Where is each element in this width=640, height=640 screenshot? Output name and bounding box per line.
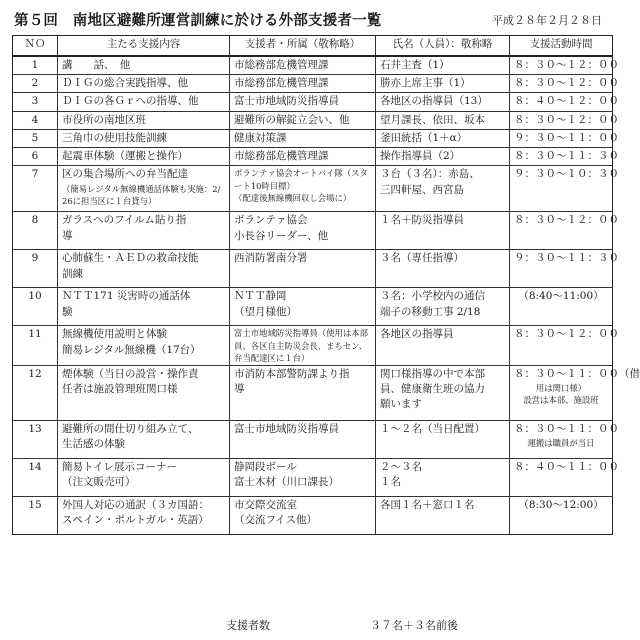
time-line: ８：３０～１２：００ [514,328,619,341]
cell-no: 1 [13,56,58,75]
table-row [13,166,613,212]
supporter-line: 市総務部危機管理課 [234,77,329,90]
name-line: 各地区の指導員 [380,328,454,341]
cell-content [58,111,230,129]
content-line: 外国人対応の通訳（３カ国語： [62,498,209,511]
cell-no: 6 [13,148,58,166]
content-line: 市役所の南地区班 [62,113,146,126]
time-line: 設営は本部、施設班 [523,395,599,406]
name-line: 釜田統括（1＋α） [380,131,468,144]
time-line: ９：３０～１１：３０ [514,252,619,265]
document-date: 平成２８年２月２８日 [492,14,602,27]
supporter-line: 市総務部危機管理課 [234,150,329,163]
table-row [13,326,613,366]
content-line: 三角巾の使用技能訓練 [62,131,167,144]
content-line: 訓練 [62,267,83,280]
name-line: ３名：小学校内の通信 [380,290,485,303]
cell-content [58,250,230,288]
header-supporter: 支援者・所属（敬称略） [230,36,376,57]
cell-time [510,148,619,166]
cell-content [58,129,230,147]
cell-time [510,212,619,250]
content-line: 簡易レジタル無線機（17台） [62,343,201,356]
table-row [13,212,613,250]
name-line: 端子の移動工事 2/18 [380,305,481,318]
total-value: ３７名＋３名前後 [370,619,458,632]
header-time: 支援活動時間 [510,36,613,57]
content-line: （簡易レジタル無線機通話体験も実施：2/26に担当区に１台貸与） [62,183,221,206]
cell-content [58,365,230,420]
header-name: 氏名（人員）：敬称略 [376,36,510,57]
cell-no: 15 [13,496,58,534]
supporter-line: 市消防本部警防課より指 [234,367,350,380]
name-line: 操作指導員（2） [380,150,461,163]
name-line: 員、健康衛生班の協力 [380,383,485,396]
cell-content [58,288,230,326]
time-line: 用は関口様） [535,383,587,394]
cell-supporter [230,75,376,93]
cell-name [376,288,510,326]
cell-no: 2 [13,75,58,93]
cell-supporter [230,365,376,420]
table-body [13,56,640,534]
cell-time [510,129,619,147]
content-line: 起震車体験（運搬と操作） [62,150,188,163]
content-line: 簡易トイレ展示コーナー [62,460,177,473]
content-line: 避難所の間仕切り組み立て、 [62,422,199,435]
header-no: ＮＯ [13,36,58,57]
time-line: ８：３０～１２：００ [514,214,619,227]
cell-time [510,420,619,458]
cell-supporter [230,148,376,166]
cell-no: 13 [13,420,58,458]
table-row [13,93,613,111]
time-line: 運搬は職員が当日 [527,438,595,449]
cell-name [376,93,510,111]
cell-name [376,420,510,458]
cell-time [510,365,640,420]
cell-content [58,458,230,496]
table-row [13,75,613,93]
time-line: ８：３０～１１：００（借 [514,367,640,380]
cell-supporter [230,458,376,496]
cell-no: 14 [13,458,58,496]
cell-name [376,326,510,366]
name-line: 石井主査（1） [380,59,450,71]
name-line: 各地区の指導員（13） [380,95,488,108]
content-line: ＮＴＴ171 災害時の通話体 [62,290,191,303]
content-line: 験 [62,305,73,318]
cell-no: 11 [13,326,58,366]
cell-supporter [230,288,376,326]
time-line: （8:40～11:00） [518,290,604,303]
name-line: １名＋防災指導員 [380,214,464,227]
name-line: ２～３名 [380,460,422,473]
cell-time [510,496,613,534]
content-line: 生活感の体験 [62,438,125,451]
cell-name [376,111,510,129]
cell-no: 3 [13,93,58,111]
header-content: 主たる支援内容 [58,36,230,57]
table-row [13,148,613,166]
cell-supporter [230,420,376,458]
supporter-line: 導 [234,383,245,396]
content-line: スペイン・ポルトガル・英語） [62,514,209,527]
table-row [13,129,613,147]
name-line: 各国１名＋窓口１名 [380,498,475,511]
cell-name [376,148,510,166]
supporters-table [12,35,640,535]
time-line: ８：３０～１２：００ [514,77,619,90]
name-line: 三四軒屋、西宮島 [380,183,464,196]
cell-no: 9 [13,250,58,288]
cell-content [58,420,230,458]
supporter-line: 富士市地域防災指導員 [234,95,339,108]
cell-supporter [230,250,376,288]
cell-name [376,129,510,147]
table-row [13,420,613,458]
content-line: ＤＩＧの各Ｇｒへの指導、他 [62,95,199,108]
cell-name [376,166,510,212]
cell-supporter [230,326,376,366]
content-line: 無線機使用説明と体験 [62,328,167,341]
supporter-line: 静岡段ボール [234,460,297,473]
table-row [13,56,613,75]
cell-name [376,250,510,288]
total-label: 支援者数 [226,619,270,632]
name-line: 望月課長、依田、坂本 [380,113,485,126]
cell-content [58,326,230,366]
cell-content [58,166,230,212]
cell-name [376,56,510,75]
cell-time [510,111,619,129]
content-line: 区の集合場所への弁当配達 [62,168,188,181]
table-row [13,111,613,129]
content-line: 講 話、 他 [62,59,131,71]
cell-supporter [230,93,376,111]
supporter-line: （望月様他） [234,305,297,318]
content-line: ガラスへのフイルム貼り指 [62,214,187,227]
cell-supporter [230,111,376,129]
table-row [13,288,613,326]
cell-no: 8 [13,212,58,250]
cell-name [376,75,510,93]
cell-name [376,365,510,420]
cell-supporter [230,496,376,534]
cell-no: 4 [13,111,58,129]
cell-time [510,56,619,75]
cell-time [510,75,619,93]
name-line: 勝亦上席主事（1） [380,77,471,90]
content-line: ＤＩＧの総合実践指導、他 [62,77,188,90]
cell-no: 7 [13,166,58,212]
supporter-line: ボランテァ協会オートバイ隊（スタート10時目標） [234,168,368,191]
cell-no: 12 [13,365,58,420]
supporter-line: 富士市地域防災指導員（使用は本部員、各区自主防災会長、まちセン、弁当配達区に１台） [234,328,368,363]
cell-time [510,250,619,288]
cell-no: 5 [13,129,58,147]
cell-time [510,288,613,326]
cell-supporter [230,212,376,250]
cell-supporter [230,56,376,75]
content-line: 煙体験（当日の設営・操作責 [62,367,199,380]
cell-supporter [230,166,376,212]
time-line: ９：３０～１１：００ [514,131,619,144]
supporter-line: 市交際交流室 [234,498,297,511]
cell-content [58,75,230,93]
name-line: ３台（３名）：赤島、 [380,168,480,181]
supporter-line: 健康対策課 [234,131,287,144]
cell-content [58,148,230,166]
cell-content [58,212,230,250]
time-line: ８：３０～１２：００ [514,113,619,126]
cell-time [510,458,619,496]
time-line: （8:30～12:00） [518,498,604,511]
supporter-line: 避難所の解錠立会い、他 [234,113,350,126]
supporter-line: ＮＴＴ静岡 [234,290,287,303]
title-row [14,9,614,31]
cell-name [376,496,510,534]
time-line: ８：４０～１２：００ [514,95,619,108]
table-row [13,365,613,420]
name-line: ３名（専任指導） [380,252,464,265]
name-line: 願います [380,398,422,411]
cell-time [510,93,619,111]
supporter-line: 市総務部危機管理課 [234,59,329,71]
time-line: ８：４０～１１：００ [514,460,619,473]
content-line: 導 [62,229,73,242]
name-line: １～２名（当日配置） [380,422,485,435]
cell-name [376,458,510,496]
cell-content [58,93,230,111]
supporter-line: （交流フイス他） [234,514,317,527]
supporter-line: 富士木材（川口課長） [234,476,339,489]
supporter-line: ボランテァ協会 [234,214,308,227]
time-line: ８：３０～１１：００ [514,422,619,435]
time-line: ９：３０～１０：３０ [514,168,619,181]
name-line: １名 [380,476,401,489]
content-line: 任者は施設管理班関口様 [62,383,178,396]
time-line: ８：３０～１２：００ [514,59,619,71]
cell-content [58,496,230,534]
cell-time [510,326,619,366]
time-line: ８：３０～１１：３０ [514,150,619,163]
table-header-row [13,36,613,57]
cell-name [376,212,510,250]
supporter-line: 富士市地域防災指導員 [234,422,339,435]
cell-no: 10 [13,288,58,326]
cell-content [58,56,230,75]
supporter-line: （配達後無線機回収し会場に） [234,192,352,203]
content-line: 心肺蘇生・ＡＥＤの救命技能 [62,252,199,265]
supporter-line: 西消防署南分署 [234,252,308,265]
table-row [13,496,613,534]
footer-total [0,617,619,635]
content-line: （注文販売可） [62,476,136,489]
table-row [13,250,613,288]
cell-time [510,166,619,212]
page-title: 第５回 南地区避難所運営訓練に於ける外部支援者一覧 [14,13,382,29]
table-row [13,458,613,496]
cell-supporter [230,129,376,147]
name-line: 関口様指導の中で本部 [380,367,485,380]
supporter-line: 小長谷リーダー、他 [234,229,329,242]
